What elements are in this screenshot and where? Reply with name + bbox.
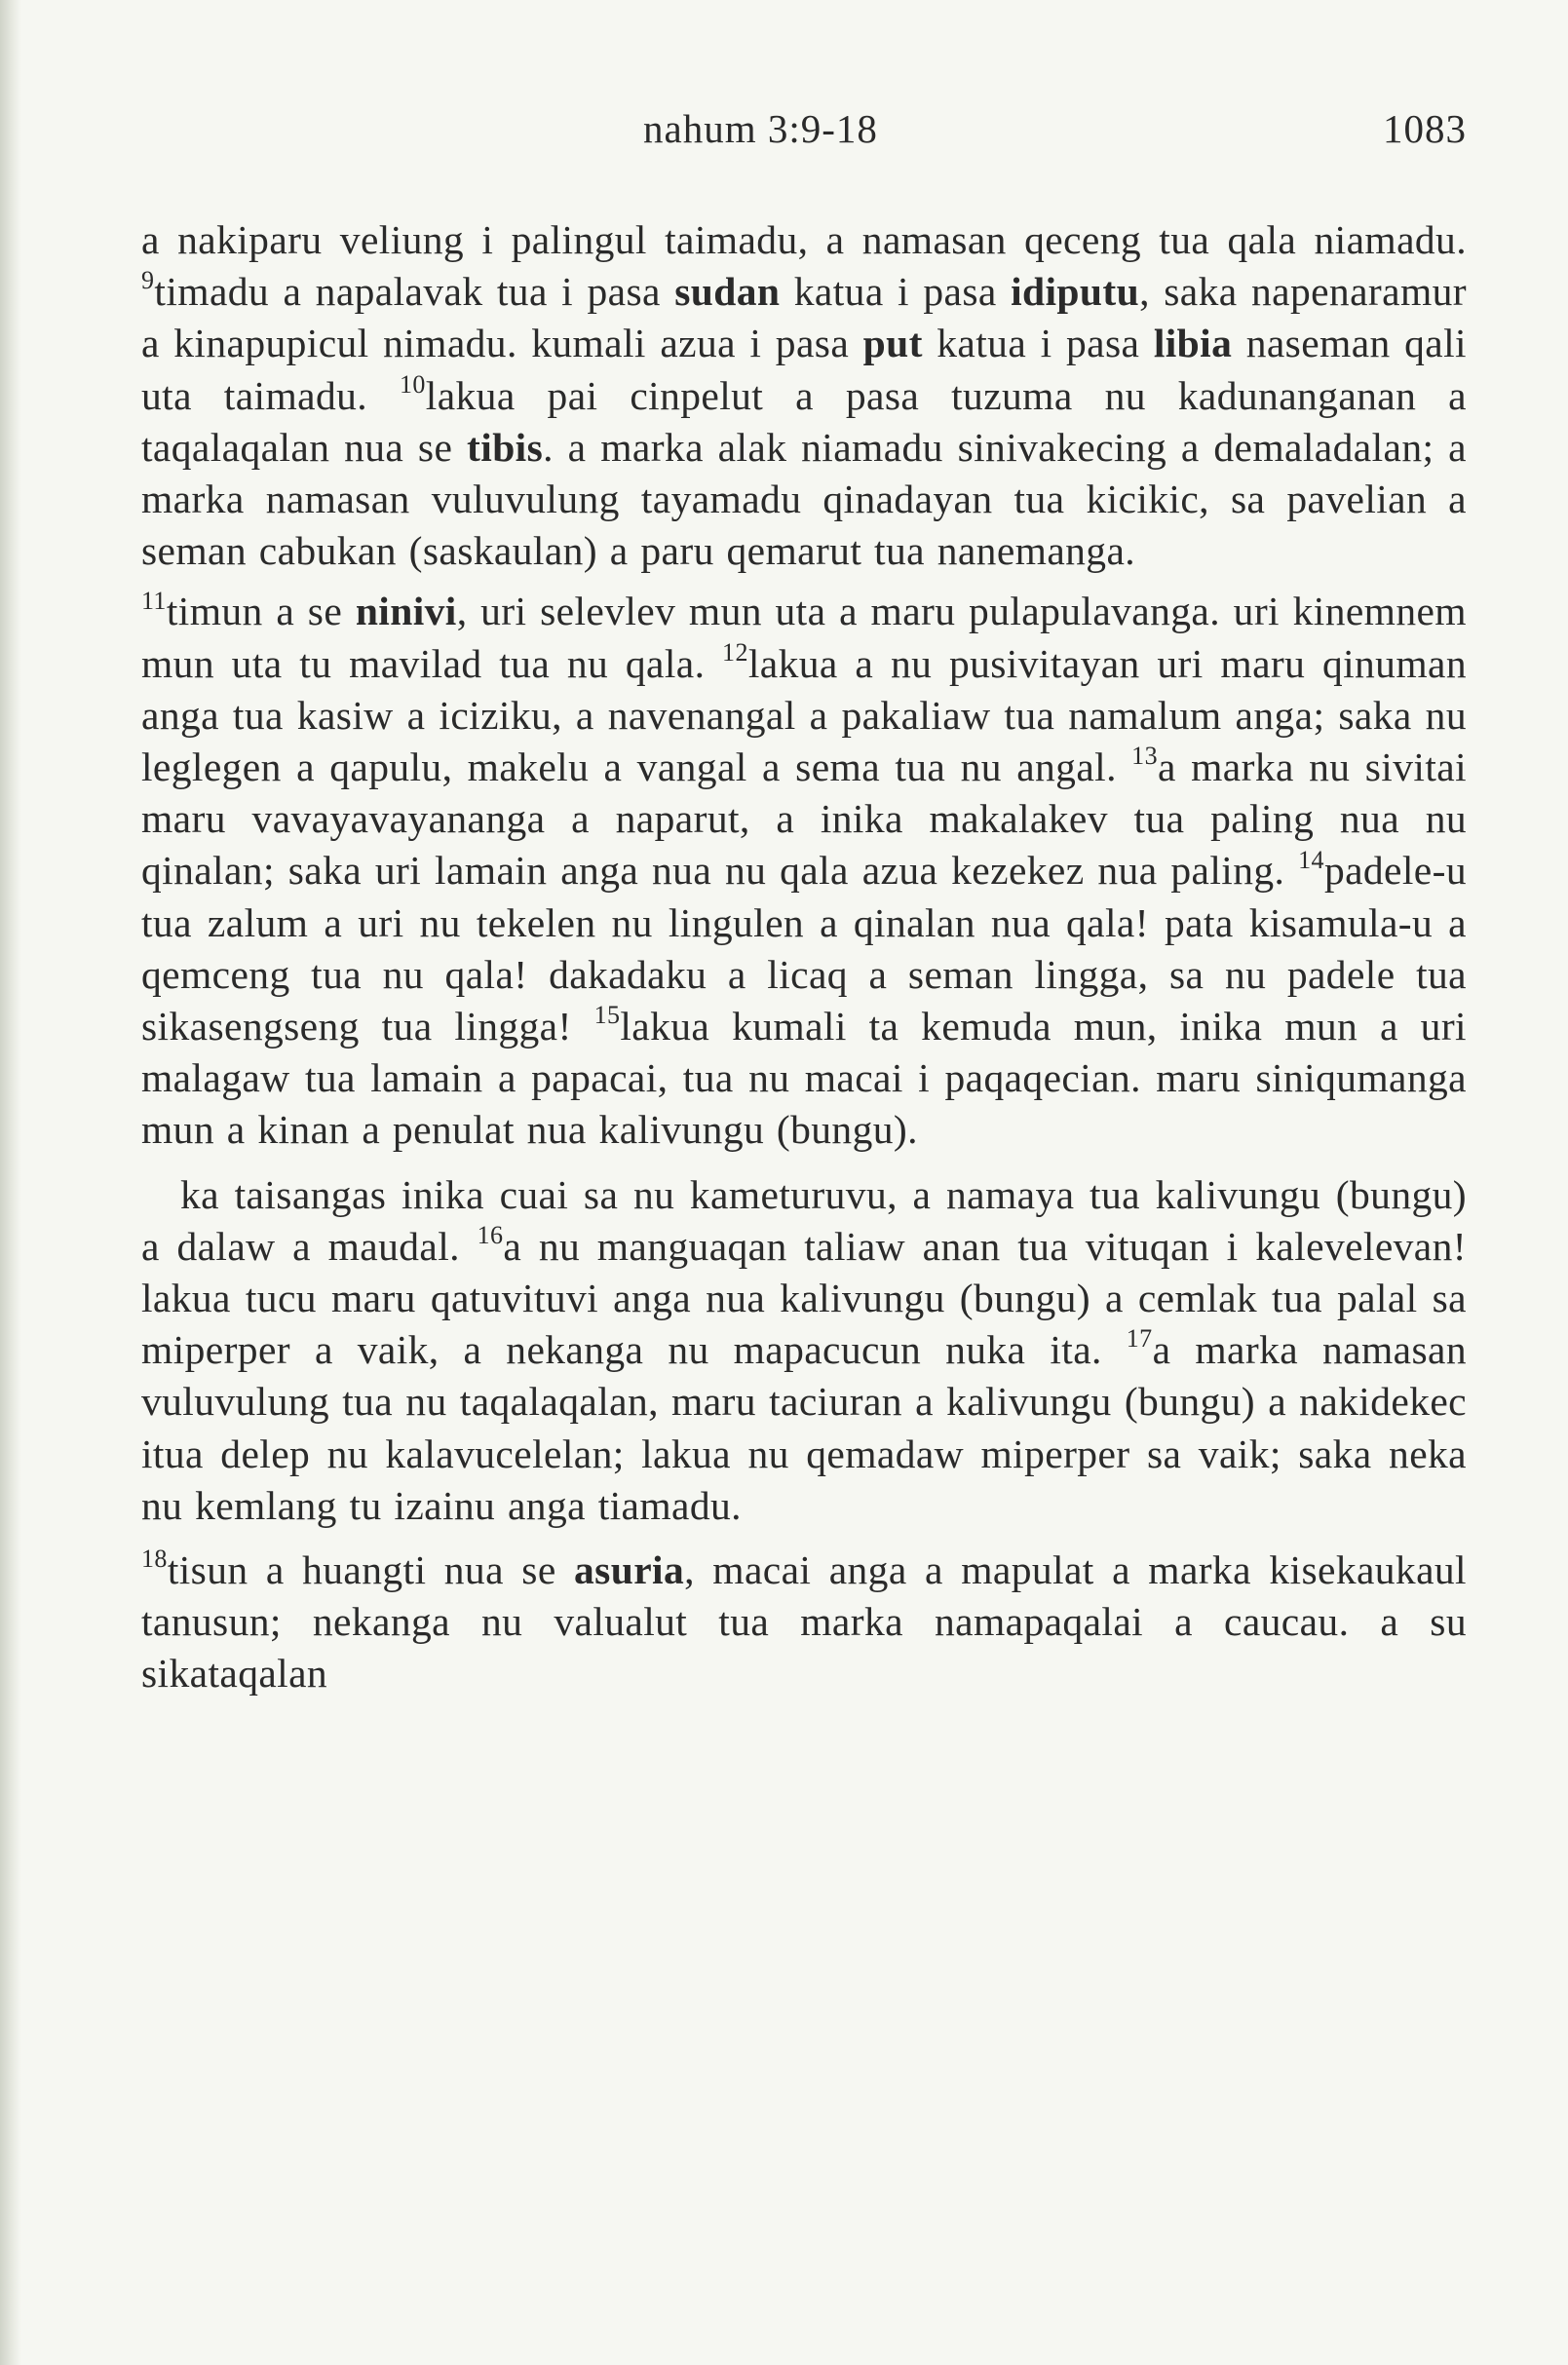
verse-number: 9 xyxy=(141,266,155,295)
paragraph xyxy=(141,586,1467,1156)
proper-name: sudan xyxy=(674,269,781,315)
text-run: , saka napenaramur a kinapupicul nimadu. kumali azua i pasa xyxy=(141,269,1467,366)
text-run: padele-u tua zalum a uri nu tekelen nu lingulen a qinalan nua qala! pata kisamula-u a qemceng tua nu qala! dakadaku a licaq a seman lingga, sa nu padele tua sikasengseng tua lingga! xyxy=(141,848,1467,1049)
paragraph xyxy=(141,214,1467,577)
text-run: a nakiparu veliung i palingul taimadu, a namasan qeceng tua qala niamadu. xyxy=(141,217,1467,262)
text-run: ka taisangas inika cuai sa nu kameturuvu, a namaya tua kalivungu (bungu) a dalaw a maudal. xyxy=(141,1171,1467,1269)
proper-name: idiputu xyxy=(1011,269,1140,315)
verse-number: 13 xyxy=(1131,742,1158,771)
text-run: a marka nu sivitai maru vavayavayananga a naparut, a inika makalakev tua paling nua nu qinalan; saka uri lamain anga nua nu qala azua kezekez nua paling. xyxy=(141,744,1467,894)
page-binding-edge xyxy=(0,0,21,2365)
proper-name: tibis xyxy=(467,424,544,470)
proper-name: ninivi xyxy=(355,589,457,634)
text-run: timun a se xyxy=(166,589,356,634)
text-run: tisun a huangti nua se xyxy=(167,1547,575,1593)
verse-number: 16 xyxy=(477,1221,504,1250)
verse-number: 10 xyxy=(399,369,426,399)
text-run: , uri selevlev mun uta a maru pulapulavanga. uri kinemnem mun uta tu mavilad tua nu qala. xyxy=(141,589,1467,686)
proper-name: asuria xyxy=(574,1547,685,1593)
verse-number: 17 xyxy=(1126,1324,1153,1354)
verse-number: 11 xyxy=(141,586,167,615)
proper-name: libia xyxy=(1153,321,1233,366)
running-title: nahum 3:9-18 xyxy=(643,106,878,151)
text-run: , macai anga a mapulat a marka kisekaukaul tanusun; nekanga nu valualut tua marka namapaqalai a caucau. a su sikataqalan xyxy=(141,1547,1467,1697)
proper-name: put xyxy=(862,321,923,366)
verse-number: 12 xyxy=(722,637,748,667)
text-run: lakua pai cinpelut a pasa tuzuma nu kadunanganan a taqalaqalan nua se xyxy=(141,372,1467,470)
text-run: timadu a napalavak tua i pasa xyxy=(154,269,675,315)
running-head xyxy=(141,105,1467,164)
text-run: katua i pasa xyxy=(780,269,1012,315)
text-run: naseman qali uta taimadu. xyxy=(141,321,1467,418)
verse-number: 18 xyxy=(141,1545,168,1574)
paragraph xyxy=(141,1545,1467,1700)
text-run: . a marka alak niamadu sinivakecing a demaladalan; a marka namasan vuluvulung tayamadu qinadayan tua kicikic, sa pavelian a seman cabukan (saskaulan) a paru qemarut tua nanemanga. xyxy=(141,424,1467,574)
text-run: a marka namasan vuluvulung tua nu taqalaqalan, maru taciuran a kalivungu (bungu) a nakidekec itua delep nu kalavucelelan; lakua nu qemadaw miperper sa vaik; saka neka nu kemlang tu izainu anga tiamadu. xyxy=(141,1327,1467,1528)
text-run: a nu manguaqan taliaw anan tua vituqan i kalevelevan! lakua tucu maru qatuvituvi anga nua kalivungu (bungu) a cemlak tua palal sa miperper a vaik, a nekanga nu mapacucun nuka ita. xyxy=(141,1223,1468,1373)
paragraph xyxy=(141,1169,1467,1532)
verse-number: 14 xyxy=(1298,845,1324,874)
text-run: lakua a nu pusivitayan uri maru qinuman anga tua kasiw a iciziku, a navenangal a pakaliaw tua namalum anga; saka nu leglegen a qapulu, makelu a vangal a sema tua nu angal. xyxy=(141,640,1467,790)
text-run: lakua kumali ta kemuda mun, inika mun a uri malagaw tua lamain a papacai, tua nu macai i paqaqecian. maru siniqumanga mun a kinan a penulat nua kalivungu (bungu). xyxy=(141,1004,1467,1153)
verse-number: 15 xyxy=(593,1001,621,1030)
text-run: katua i pasa xyxy=(922,321,1154,366)
page-number: 1083 xyxy=(1383,106,1467,151)
body-text xyxy=(141,214,1467,1700)
